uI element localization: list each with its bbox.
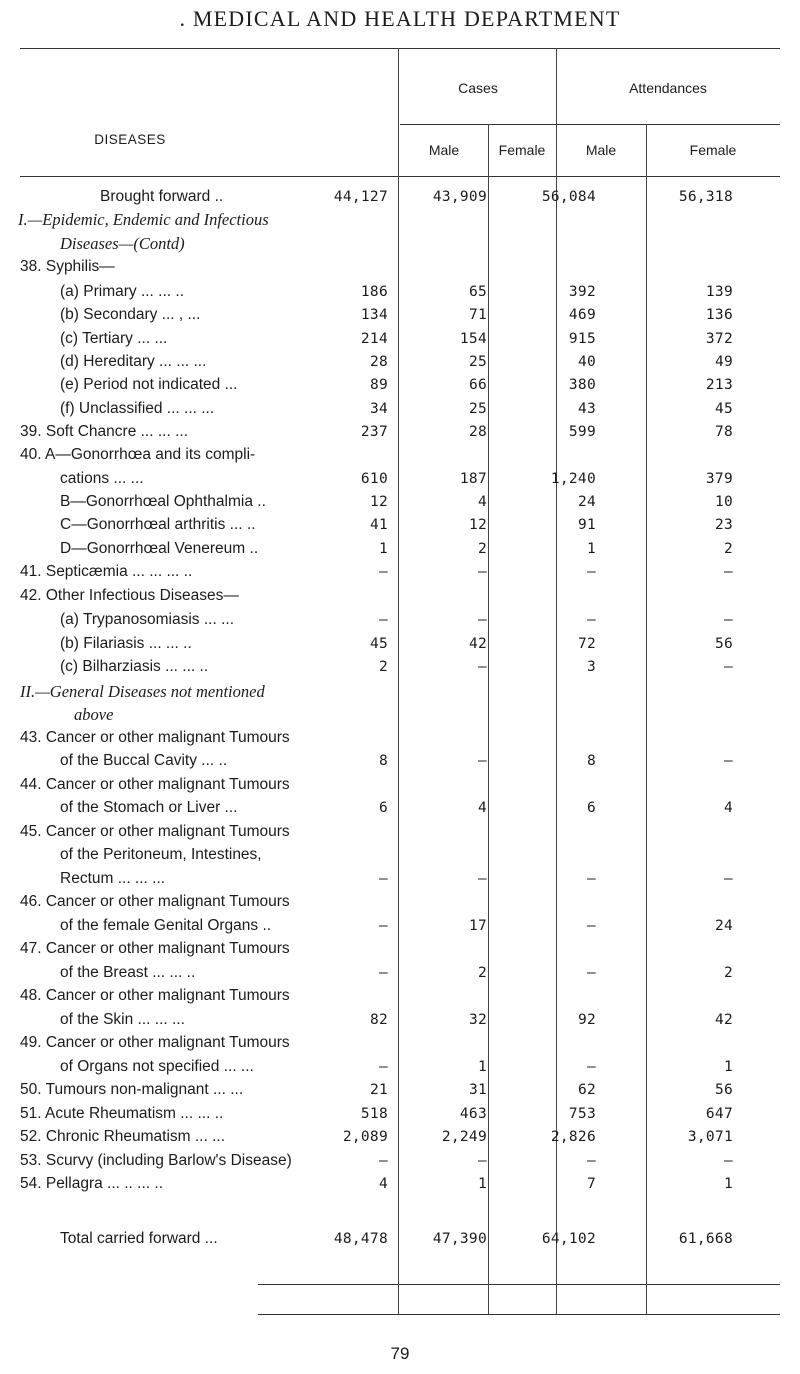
cell-value: 134 <box>360 307 388 323</box>
cell-value: — <box>586 965 596 981</box>
cell-value: 3,071 <box>687 1129 733 1145</box>
table-bottom-rule <box>258 1314 780 1315</box>
cell-value: 24 <box>577 494 596 510</box>
cell-value: 647 <box>705 1106 733 1122</box>
page-title: . MEDICAL AND HEALTH DEPARTMENT <box>179 6 621 31</box>
cell-value: 7 <box>586 1176 596 1192</box>
cell-value: — <box>586 1059 596 1075</box>
cell-value: 25 <box>468 401 487 417</box>
row-label: of the Breast ... ... .. <box>60 964 196 981</box>
cell-value: — <box>586 918 596 934</box>
row-label: I.—Epidemic, Endemic and Infectious <box>18 210 269 229</box>
row-label: Total carried forward ... <box>60 1230 218 1247</box>
row-label: 40. A—Gonorrhœa and its compli- <box>20 446 256 463</box>
cell-value: 6 <box>586 800 596 816</box>
cell-value: 42 <box>468 636 487 652</box>
cell-value: 72 <box>577 636 596 652</box>
cell-value: 753 <box>568 1106 596 1122</box>
row-label: (e) Period not indicated ... <box>60 376 238 393</box>
header-cases-male: Male <box>428 142 460 158</box>
cell-value: — <box>477 659 487 675</box>
cell-value: 4 <box>723 800 733 816</box>
cell-value: — <box>723 1153 733 1169</box>
row-label: 42. Other Infectious Diseases— <box>20 587 239 604</box>
header-diseases: DISEASES <box>94 132 166 147</box>
cell-value: 379 <box>705 471 733 487</box>
row-label: 51. Acute Rheumatism ... ... .. <box>20 1105 224 1122</box>
row-label: of the Skin ... ... ... <box>60 1011 185 1028</box>
row-label: 49. Cancer or other malignant Tumours <box>20 1034 290 1051</box>
cell-value: 392 <box>568 284 596 300</box>
row-label: 43. Cancer or other malignant Tumours <box>20 729 290 746</box>
cell-value: — <box>378 871 388 887</box>
cell-value: 4 <box>378 1176 388 1192</box>
cell-value: 2 <box>477 965 487 981</box>
cell-value: — <box>378 612 388 628</box>
row-label: 50. Tumours non-malignant ... ... <box>20 1081 244 1098</box>
cell-value: — <box>723 612 733 628</box>
cell-value: 2,089 <box>342 1129 388 1145</box>
cell-value: 10 <box>714 494 733 510</box>
cell-value: 65 <box>468 284 487 300</box>
cell-value: — <box>378 564 388 580</box>
row-label: 52. Chronic Rheumatism ... ... <box>20 1128 226 1145</box>
cell-value: 1 <box>378 541 388 557</box>
header-att-male: Male <box>585 142 617 158</box>
row-label: C—Gonorrhœal arthritis ... .. <box>60 516 256 533</box>
header-attendances: Attendances <box>629 80 707 96</box>
cell-value: 214 <box>360 331 388 347</box>
cell-value: — <box>586 871 596 887</box>
cell-value: 213 <box>705 377 733 393</box>
cell-value: 91 <box>577 517 596 533</box>
cell-value: 2 <box>723 965 733 981</box>
row-label: 44. Cancer or other malignant Tumours <box>20 776 290 793</box>
cell-value: 44,127 <box>333 189 388 205</box>
row-label: 38. Syphilis— <box>20 258 115 275</box>
row-label: Brought forward .. <box>100 188 224 205</box>
cell-value: 66 <box>468 377 487 393</box>
cell-value: 1 <box>723 1059 733 1075</box>
row-label: of the female Genital Organs .. <box>60 917 272 934</box>
cell-value: 48,478 <box>333 1231 388 1247</box>
cell-value: — <box>723 659 733 675</box>
row-label: (d) Hereditary ... ... ... <box>60 353 207 370</box>
cell-value: 8 <box>378 753 388 769</box>
cell-value: 599 <box>568 424 596 440</box>
row-label: of Organs not specified ... ... <box>60 1058 254 1075</box>
cell-value: 24 <box>714 918 733 934</box>
cell-value: 56 <box>714 1082 733 1098</box>
cell-value: — <box>378 918 388 934</box>
cell-value: 62 <box>577 1082 596 1098</box>
row-label: above <box>74 705 114 724</box>
cell-value: — <box>477 1153 487 1169</box>
row-label: (f) Unclassified ... ... ... <box>60 400 215 417</box>
cell-value: — <box>586 564 596 580</box>
cell-value: — <box>586 612 596 628</box>
cell-value: — <box>586 1153 596 1169</box>
header-top-rule <box>20 48 780 49</box>
cell-value: 64,102 <box>541 1231 596 1247</box>
row-label: 53. Scurvy (including Barlow's Disease) <box>20 1152 292 1169</box>
header-cases-female: Female <box>498 142 546 158</box>
row-label: (c) Bilharziasis ... ... .. <box>60 658 209 675</box>
cell-value: 71 <box>468 307 487 323</box>
cell-value: 237 <box>360 424 388 440</box>
cell-value: — <box>378 1153 388 1169</box>
cell-value: 61,668 <box>678 1231 733 1247</box>
cell-value: 31 <box>468 1082 487 1098</box>
cell-value: — <box>378 965 388 981</box>
cell-value: 186 <box>360 284 388 300</box>
col-divider-cases-female <box>488 124 489 1314</box>
cell-value: 2 <box>477 541 487 557</box>
cell-value: 92 <box>577 1012 596 1028</box>
cell-value: — <box>477 753 487 769</box>
cell-value: — <box>477 564 487 580</box>
cell-value: 372 <box>705 331 733 347</box>
row-label: (b) Filariasis ... ... .. <box>60 635 192 652</box>
row-label: 47. Cancer or other malignant Tumours <box>20 940 290 957</box>
col-divider-att-female <box>646 124 647 1314</box>
row-label: 48. Cancer or other malignant Tumours <box>20 987 290 1004</box>
cell-value: 23 <box>714 517 733 533</box>
cell-value: 25 <box>468 354 487 370</box>
cell-value: 610 <box>360 471 388 487</box>
cell-value: 463 <box>459 1106 487 1122</box>
cell-value: 8 <box>586 753 596 769</box>
cell-value: 3 <box>586 659 596 675</box>
cell-value: — <box>477 612 487 628</box>
cell-value: 43,909 <box>432 189 487 205</box>
cell-value: 1 <box>477 1059 487 1075</box>
cell-value: — <box>723 753 733 769</box>
cell-value: 136 <box>705 307 733 323</box>
cell-value: 28 <box>369 354 388 370</box>
row-label: (b) Secondary ... , ... <box>60 306 201 323</box>
row-label: 45. Cancer or other malignant Tumours <box>20 823 290 840</box>
cell-value: 41 <box>369 517 388 533</box>
cell-value: 43 <box>577 401 596 417</box>
row-label: 46. Cancer or other malignant Tumours <box>20 893 290 910</box>
row-label: (a) Trypanosomiasis ... ... <box>60 611 234 628</box>
row-label: of the Peritoneum, Intestines, <box>60 846 262 863</box>
cell-value: 154 <box>459 331 487 347</box>
cell-value: 380 <box>568 377 596 393</box>
cell-value: 42 <box>714 1012 733 1028</box>
cell-value: 12 <box>369 494 388 510</box>
row-label: of the Stomach or Liver ... <box>60 799 238 816</box>
cell-value: 1,240 <box>550 471 596 487</box>
cell-value: 469 <box>568 307 596 323</box>
cell-value: 1 <box>586 541 596 557</box>
cell-value: 1 <box>723 1176 733 1192</box>
row-label: Diseases—(Contd) <box>60 234 185 253</box>
col-divider-attendances <box>556 48 557 1314</box>
row-label: Rectum ... ... ... <box>60 870 166 887</box>
header-cases: Cases <box>458 80 498 96</box>
cell-value: 1 <box>477 1176 487 1192</box>
header-att-female: Female <box>689 142 737 158</box>
cell-value: 17 <box>468 918 487 934</box>
cell-value: 4 <box>477 494 487 510</box>
cell-value: 2,249 <box>441 1129 487 1145</box>
row-label: (a) Primary ... ... .. <box>60 283 185 300</box>
cell-value: 139 <box>705 284 733 300</box>
cell-value: 49 <box>714 354 733 370</box>
cell-value: — <box>723 564 733 580</box>
col-divider-diseases <box>398 48 399 1314</box>
page-number: 79 <box>390 1344 410 1363</box>
cell-value: 82 <box>369 1012 388 1028</box>
cell-value: 4 <box>477 800 487 816</box>
cell-value: 6 <box>378 800 388 816</box>
cell-value: 89 <box>369 377 388 393</box>
cell-value: 21 <box>369 1082 388 1098</box>
cell-value: 40 <box>577 354 596 370</box>
row-label: of the Buccal Cavity ... .. <box>60 752 228 769</box>
cell-value: 45 <box>714 401 733 417</box>
cell-value: 2 <box>378 659 388 675</box>
cell-value: 28 <box>468 424 487 440</box>
cell-value: 56 <box>714 636 733 652</box>
cell-value: 187 <box>459 471 487 487</box>
cell-value: 2 <box>723 541 733 557</box>
row-label: 54. Pellagra ... .. ... .. <box>20 1175 164 1192</box>
cell-value: 12 <box>468 517 487 533</box>
header-bottom-rule <box>20 176 780 177</box>
row-label: II.—General Diseases not mentioned <box>20 682 265 701</box>
total-rule <box>258 1284 780 1285</box>
header-subrule <box>400 124 780 125</box>
cell-value: — <box>378 1059 388 1075</box>
cell-value: — <box>477 871 487 887</box>
cell-value: 45 <box>369 636 388 652</box>
row-label: cations ... ... <box>60 470 144 487</box>
row-label: (c) Tertiary ... ... <box>60 330 168 347</box>
cell-value: 56,318 <box>678 189 733 205</box>
row-label: 41. Septicæmia ... ... ... .. <box>20 563 193 580</box>
row-label: B—Gonorrhœal Ophthalmia .. <box>60 493 266 510</box>
cell-value: 47,390 <box>432 1231 487 1247</box>
cell-value: 32 <box>468 1012 487 1028</box>
cell-value: 56,084 <box>541 189 596 205</box>
cell-value: 2,826 <box>550 1129 596 1145</box>
cell-value: 915 <box>568 331 596 347</box>
row-label: 39. Soft Chancre ... ... ... <box>20 423 188 440</box>
cell-value: 518 <box>360 1106 388 1122</box>
row-label: D—Gonorrhœal Venereum .. <box>60 540 259 557</box>
cell-value: — <box>723 871 733 887</box>
cell-value: 78 <box>714 424 733 440</box>
cell-value: 34 <box>369 401 388 417</box>
